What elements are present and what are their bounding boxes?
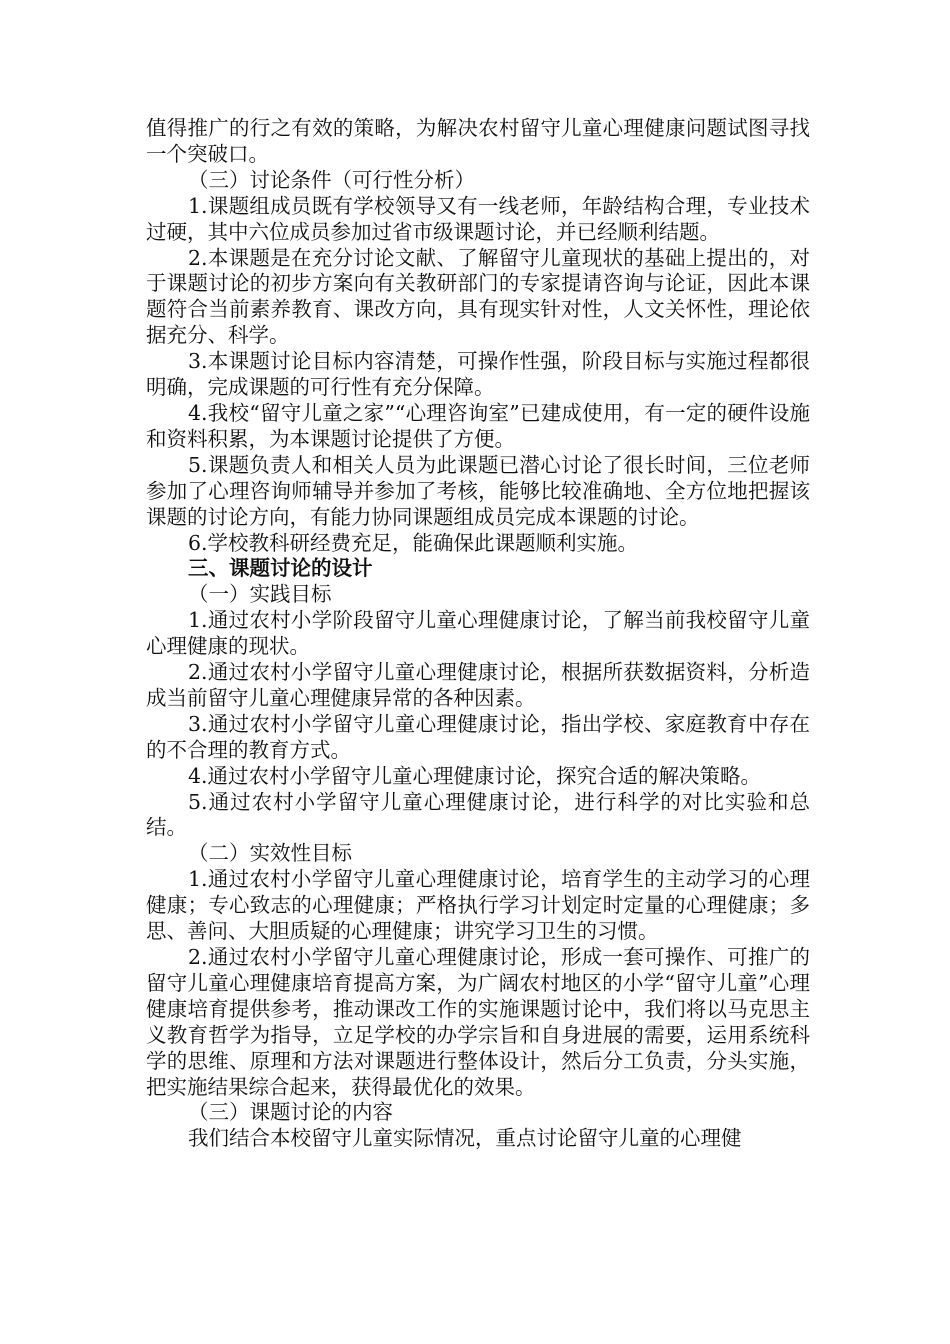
- paragraph-practice-goal-4: 4.通过农村小学留守儿童心理健康讨论，探究合适的解决策略。: [188, 763, 762, 788]
- paragraph-effectiveness-goal-2: 2.通过农村小学留守儿童心理健康讨论，形成一套可操作、可推广的留守儿童心理健康培育提高方案，为广阔农村地区的小学“留守儿童”心理健康培育提供参考，推动课改工作的实施课题讨论中，我们将以马克思主义教育哲学为指导，立足学校的办学宗旨和自身进展的需要，运用系统科学的思维、原理和方法对课题进行整体设计，然后分工负责，分头实施，把实施结果综合起来，获得最优化的效果。: [146, 945, 810, 1099]
- subheading-research-content: （三）课题讨论的内容: [188, 1100, 393, 1125]
- subheading-practice-goals: （一）实践目标: [188, 582, 332, 607]
- paragraph-practice-goal-2: 2.通过农村小学留守儿童心理健康讨论，根据所获数据资料，分析造成当前留守儿童心理健康异常的各种因素。: [146, 660, 810, 710]
- paragraph-research-content: 我们结合本校留守儿童实际情况，重点讨论留守儿童的心理健: [188, 1126, 742, 1151]
- paragraph-feasibility-4: 4.我校“留守儿童之家”“心理咨询室”已建成使用，有一定的硬件设施和资料积累，为本课题讨论提供了方便。: [146, 400, 810, 451]
- paragraph-feasibility-5: 5.课题负责人和相关人员为此课题已潜心讨论了很长时间，三位老师参加了心理咨询师辅导并参加了考核，能够比较准确地、全方位地把握该课题的讨论方向，有能力协同课题组成员完成本课题的讨论。: [146, 452, 810, 529]
- paragraph-feasibility-2: 2.本课题是在充分讨论文献、了解留守儿童现状的基础上提出的，对于课题讨论的初步方案向有关教研部门的专家提请咨询与论证，因此本课题符合当前素养教育、课改方向，具有现实针对性，人文关怀性，理论依据充分、科学。: [146, 245, 810, 348]
- paragraph-continuation: 值得推广的行之有效的策略，为解决农村留守儿童心理健康问题试图寻找一个突破口。: [146, 116, 810, 166]
- subheading-feasibility: （三）讨论条件（可行性分析）: [188, 167, 475, 192]
- document-page: [146, 116, 810, 1152]
- paragraph-feasibility-3: 3.本课题讨论目标内容清楚，可操作性强，阶段目标与实施过程都很明确，完成课题的可行性有充分保障。: [146, 349, 810, 400]
- paragraph-feasibility-6: 6.学校教科研经费充足，能确保此课题顺利实施。: [188, 530, 639, 555]
- paragraph-practice-goal-3: 3.通过农村小学留守儿童心理健康讨论，指出学校、家庭教育中存在的不合理的教育方式。: [146, 711, 810, 762]
- paragraph-practice-goal-5: 5.通过农村小学留守儿童心理健康讨论，进行科学的对比实验和总结。: [146, 789, 810, 840]
- paragraph-effectiveness-goal-1: 1.通过农村小学留守儿童心理健康讨论，培育学生的主动学习的心理健康；专心致志的心理健康；严格执行学习计划定时定量的心理健康；多思、善问、大胆质疑的心理健康；讲究学习卫生的习惯。: [146, 867, 810, 944]
- subheading-effectiveness-goals: （二）实效性目标: [188, 841, 352, 866]
- section-heading-design: 三、课题讨论的设计: [188, 556, 373, 581]
- paragraph-practice-goal-1: 1.通过农村小学阶段留守儿童心理健康讨论，了解当前我校留守儿童心理健康的现状。: [146, 608, 810, 659]
- paragraph-feasibility-1: 1.课题组成员既有学校领导又有一线老师，年龄结构合理，专业技术过硬，其中六位成员参加过省市级课题讨论，并已经顺利结题。: [146, 193, 810, 244]
